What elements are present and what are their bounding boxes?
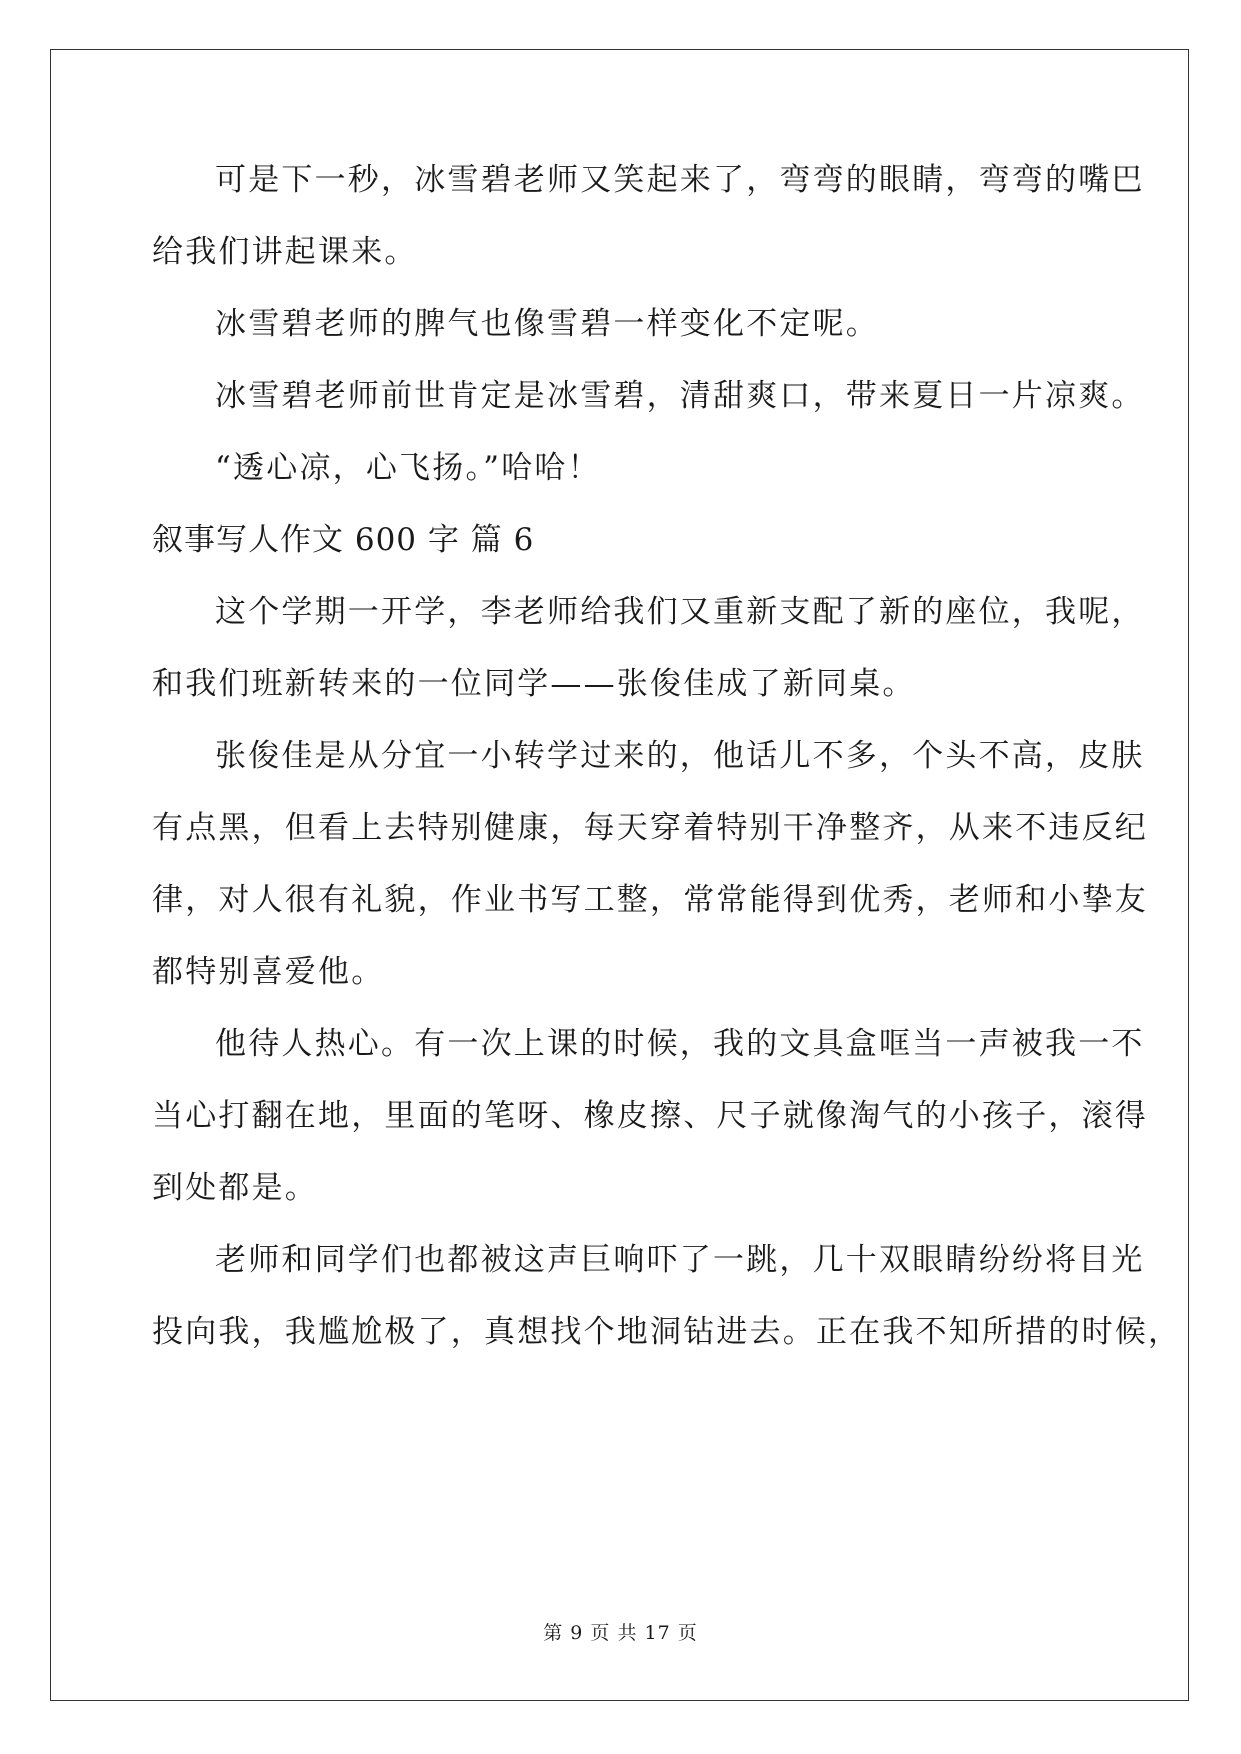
paragraph-line: 有点黑，但看上去特别健康，每天穿着特别干净整齐，从来不违反纪 <box>152 810 1148 846</box>
paragraph-line: 给我们讲起课来。 <box>152 234 418 270</box>
paragraph-line: 张俊佳是从分宜一小转学过来的，他话儿不多，个头不高，皮肤 <box>215 738 1145 774</box>
paragraph-line: 到处都是。 <box>152 1170 318 1206</box>
page-border <box>50 49 1189 1701</box>
paragraph-line: 冰雪碧老师前世肯定是冰雪碧，清甜爽口，带来夏日一片凉爽。 <box>215 378 1145 414</box>
paragraph-line: 投向我，我尴尬极了，真想找个地洞钻进去。正在我不知所措的时候， <box>152 1314 1182 1350</box>
paragraph-line: 这个学期一开学，李老师给我们又重新支配了新的座位，我呢， <box>215 594 1145 630</box>
section-heading: 叙事写人作文 600 字 篇 6 <box>152 522 535 558</box>
paragraph-line: 都特别喜爱他。 <box>152 954 385 990</box>
paragraph-line: 老师和同学们也都被这声巨响吓了一跳，几十双眼睛纷纷将目光 <box>215 1242 1145 1278</box>
paragraph-line: 和我们班新转来的一位同学——张俊佳成了新同桌。 <box>152 666 916 702</box>
paragraph-line: 他待人热心。有一次上课的时候，我的文具盒哐当一声被我一不 <box>215 1026 1145 1062</box>
paragraph-line: 当心打翻在地，里面的笔呀、橡皮擦、尺子就像淘气的小孩子，滚得 <box>152 1098 1148 1134</box>
paragraph-line: 律，对人很有礼貌，作业书写工整，常常能得到优秀，老师和小挚友 <box>152 882 1148 918</box>
paragraph-line: 可是下一秒，冰雪碧老师又笑起来了，弯弯的眼睛，弯弯的嘴巴 <box>215 162 1145 198</box>
paragraph-line: “透心凉，心飞扬。”哈哈！ <box>215 450 601 486</box>
paragraph-line: 冰雪碧老师的脾气也像雪碧一样变化不定呢。 <box>215 306 879 342</box>
page-number: 第 9 页 共 17 页 <box>543 1622 698 1644</box>
